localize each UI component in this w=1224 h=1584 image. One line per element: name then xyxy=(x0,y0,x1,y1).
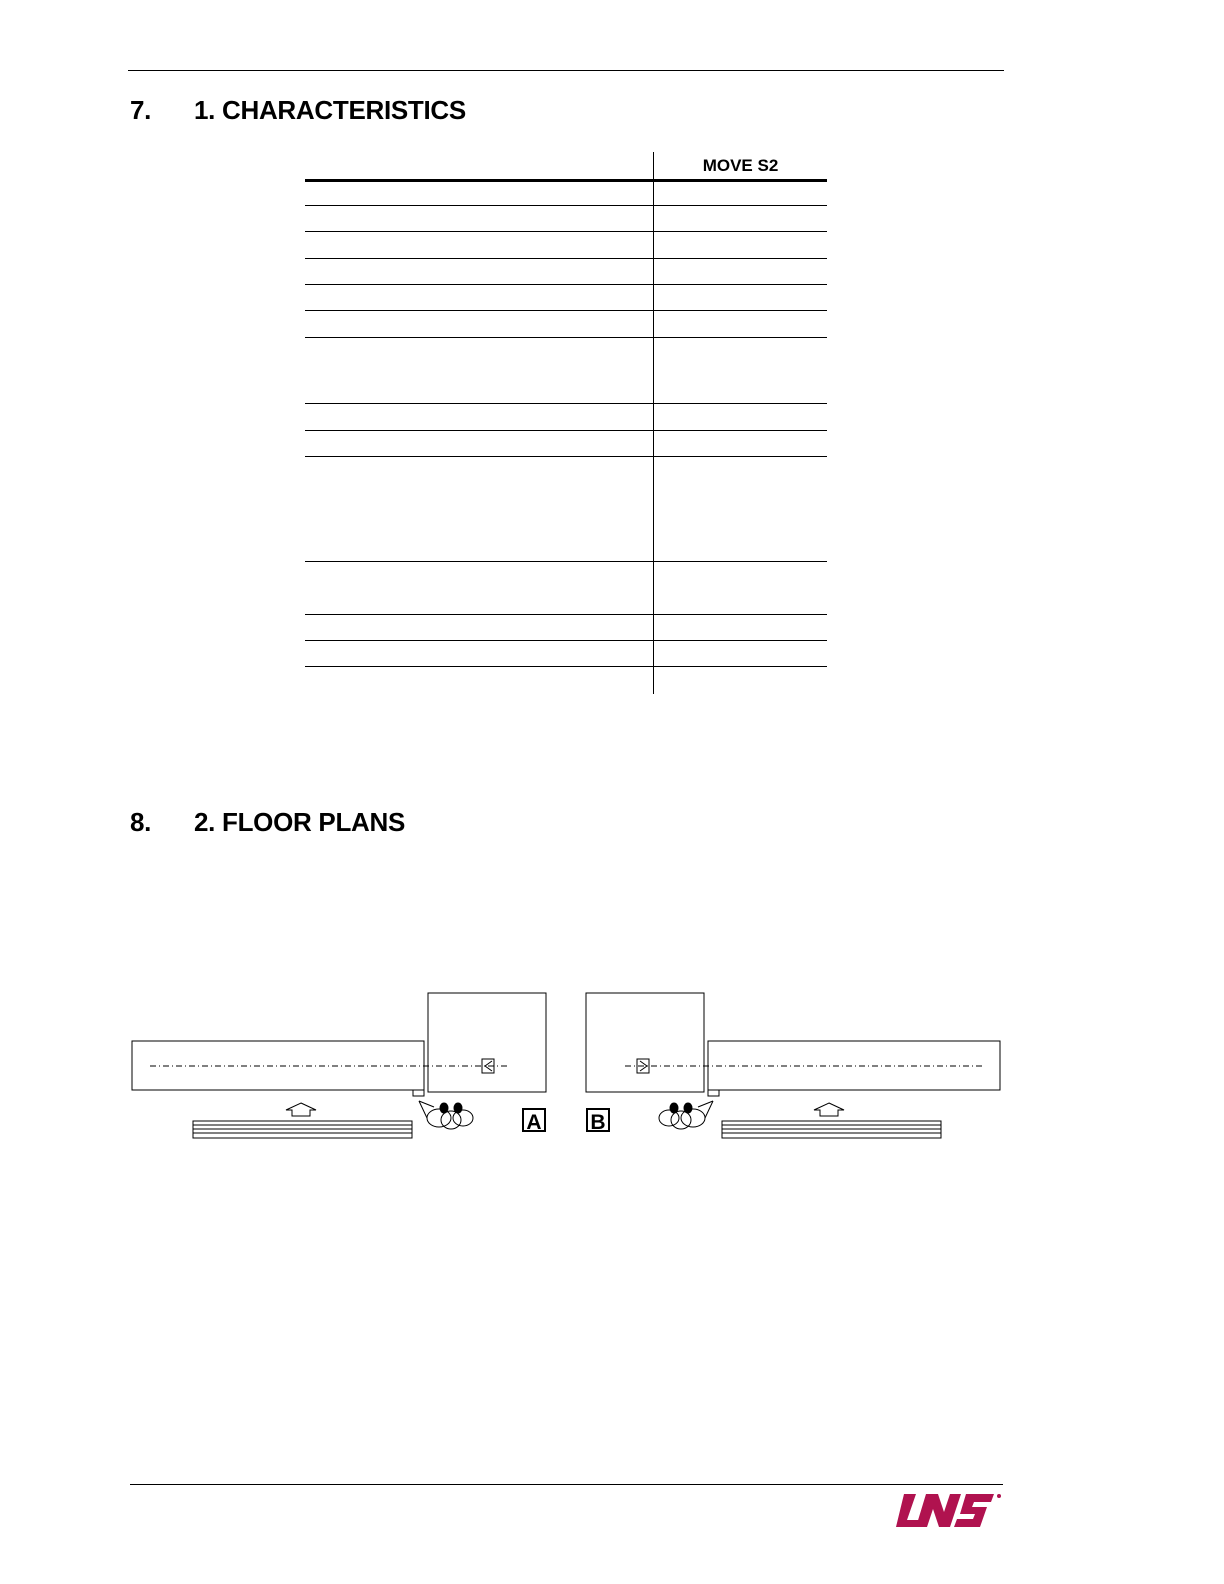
lns-logo xyxy=(890,1490,1005,1530)
arrow-up-left-icon xyxy=(286,1103,316,1116)
arrow-up-right-icon xyxy=(814,1103,844,1116)
section-number: 7. xyxy=(130,95,152,125)
machine-right xyxy=(586,993,704,1092)
footer-rule xyxy=(130,1484,1003,1485)
operator-left-icon xyxy=(419,1101,473,1129)
column-header-move-s2: MOVE S2 xyxy=(702,156,779,175)
label-b: B xyxy=(590,1111,606,1134)
small-block-right xyxy=(708,1090,719,1096)
section-title: 2. FLOOR PLANS xyxy=(194,807,406,837)
section-title: 1. CHARACTERISTICS xyxy=(194,95,466,125)
section-number: 8. xyxy=(130,807,152,837)
label-a: A xyxy=(526,1111,542,1134)
machine-left xyxy=(428,993,546,1092)
small-block-left xyxy=(413,1090,424,1096)
operator-right-icon xyxy=(659,1101,713,1129)
